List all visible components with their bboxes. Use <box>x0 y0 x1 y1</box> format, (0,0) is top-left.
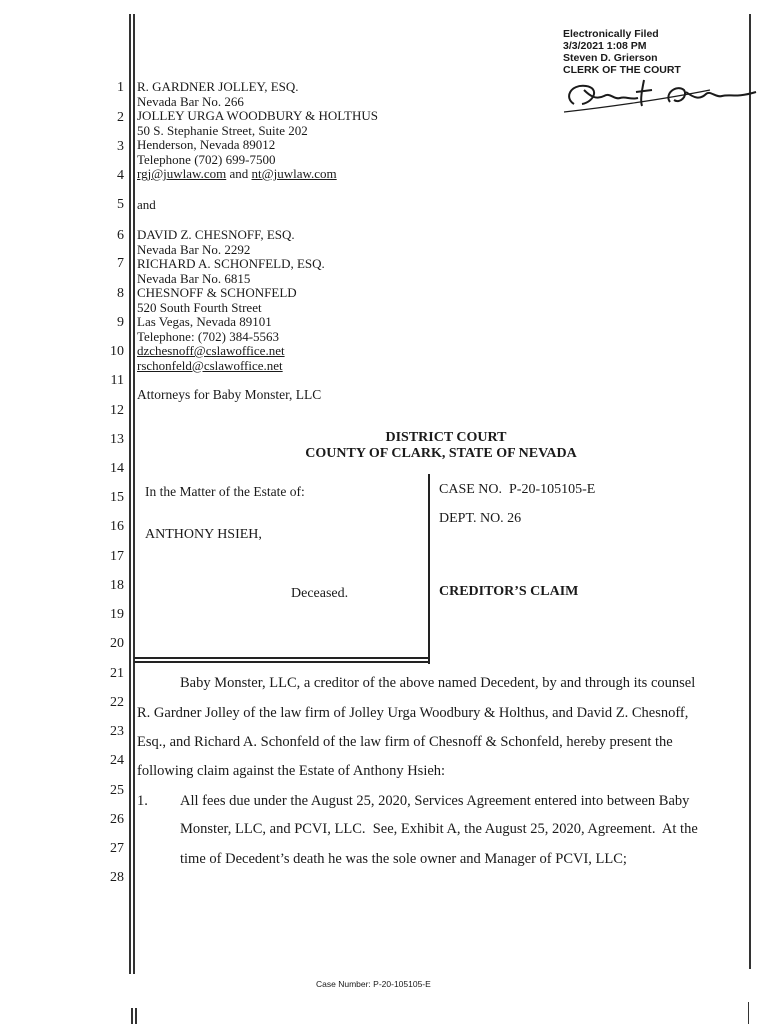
line-number: 2 <box>117 110 124 125</box>
caption-box-bottom-border <box>134 657 430 659</box>
body-paragraph-line: Esq., and Richard A. Schonfeld of the law firm of Chesnoff & Schonfeld, hereby present the <box>137 734 673 750</box>
line-number: 14 <box>110 461 124 476</box>
counsel-name: RICHARD A. SCHONFELD, ESQ. <box>137 256 325 271</box>
caption-decedent: ANTHONY HSIEH, <box>145 527 262 542</box>
line-number: 28 <box>110 870 124 885</box>
body-paragraph-line: R. Gardner Jolley of the law firm of Jolley Urga Woodbury & Holthus, and David Z. Chesnoff, <box>137 705 689 721</box>
bottom-right-mark <box>748 1002 749 1024</box>
court-name <box>136 430 746 462</box>
attorneys-for: Attorneys for Baby Monster, LLC <box>137 387 322 402</box>
line-number: 13 <box>110 432 124 447</box>
line-number: 15 <box>110 490 124 505</box>
line-number: 3 <box>117 139 124 154</box>
counsel-bar-number: Nevada Bar No. 6815 <box>137 270 251 286</box>
stamp-line-clerk-title: CLERK OF THE COURT <box>563 64 681 76</box>
left-margin-rule-2 <box>133 14 135 974</box>
line-number: 1 <box>117 80 124 95</box>
line-number: 6 <box>117 228 124 243</box>
line-number: 10 <box>110 344 124 359</box>
counsel-bar-number: Nevada Bar No. 266 <box>137 93 244 109</box>
line-number: 5 <box>117 197 124 212</box>
stamp-line-clerk-name: Steven D. Grierson <box>563 52 658 64</box>
counsel-firm: JOLLEY URGA WOODBURY & HOLTHUS <box>137 108 378 123</box>
counsel-name: R. GARDNER JOLLEY, ESQ. <box>137 79 299 94</box>
line-number: 4 <box>117 168 124 183</box>
line-number: 27 <box>110 841 124 856</box>
counsel-address-city: Las Vegas, Nevada 89101 <box>137 314 272 329</box>
counsel-firm: CHESNOFF & SCHONFELD <box>137 285 297 300</box>
line-number: 11 <box>110 373 124 388</box>
counsel-emails <box>137 167 378 182</box>
line-number: 7 <box>117 256 124 271</box>
document-title: CREDITOR’S CLAIM <box>439 584 579 599</box>
body-paragraph-line: Baby Monster, LLC, a creditor of the above named Decedent, by and through its counsel <box>180 675 696 691</box>
line-number: 26 <box>110 812 124 827</box>
caption-matter: In the Matter of the Estate of: <box>145 484 305 499</box>
email-link[interactable]: dzchesnoff@cslawoffice.net <box>137 343 285 358</box>
filing-stamp <box>563 28 681 76</box>
claim-item-number: 1. <box>137 793 148 809</box>
line-number: 25 <box>110 783 124 798</box>
caption-box-right-border <box>428 474 430 664</box>
counsel-address-city: Henderson, Nevada 89012 <box>137 137 276 152</box>
case-number: CASE NO. P-20-105105-E <box>439 482 596 497</box>
counsel-block-2 <box>137 228 325 373</box>
court-title-line: DISTRICT COURT <box>385 430 507 445</box>
line-number: 12 <box>110 403 124 418</box>
email-link[interactable]: nt@juwlaw.com <box>251 166 337 181</box>
claim-item-line: time of Decedent’s death he was the sole owner and Manager of PCVI, LLC; <box>180 851 627 867</box>
line-number: 16 <box>110 519 124 534</box>
line-number: 23 <box>110 724 124 739</box>
counsel-address-street: 520 South Fourth Street <box>137 299 262 315</box>
line-number: 17 <box>110 549 124 564</box>
stamp-line-datetime: 3/3/2021 1:08 PM <box>563 40 647 52</box>
counsel-phone: Telephone: (702) 384-5563 <box>137 328 280 344</box>
caption-deceased: Deceased. <box>291 586 349 601</box>
footer-case-number: Case Number: P-20-105105-E <box>316 979 431 989</box>
claim-item-line: All fees due under the August 25, 2020, Services Agreement entered into between Baby <box>180 793 690 809</box>
bottom-margin-mark-1 <box>131 1008 133 1024</box>
counsel-phone: Telephone (702) 699-7500 <box>137 151 276 167</box>
email-link[interactable]: rschonfeld@cslawoffice.net <box>137 357 283 373</box>
body-paragraph-line: following claim against the Estate of Anthony Hsieh: <box>137 763 446 779</box>
counsel-name: DAVID Z. CHESNOFF, ESQ. <box>137 227 295 242</box>
line-number: 20 <box>110 636 124 651</box>
line-number: 18 <box>110 578 124 593</box>
counsel-block-1 <box>137 80 378 182</box>
court-county-line: COUNTY OF CLARK, STATE OF NEVADA <box>305 446 577 461</box>
line-number: 8 <box>117 286 124 301</box>
stamp-line-filed: Electronically Filed <box>563 28 659 40</box>
caption-box-bottom-border <box>134 661 430 663</box>
line-number: 22 <box>110 695 124 710</box>
email-link[interactable]: rgj@juwlaw.com <box>137 166 227 181</box>
left-margin-rule-1 <box>129 14 131 974</box>
and-text: and <box>229 166 249 181</box>
line-number: 9 <box>117 315 124 330</box>
right-margin-rule <box>749 14 751 969</box>
department-number: DEPT. NO. 26 <box>439 511 522 526</box>
line-number: 19 <box>110 607 124 622</box>
and-separator: and <box>137 197 156 212</box>
line-number: 21 <box>110 666 124 681</box>
clerk-signature <box>560 70 760 120</box>
claim-item-line: Monster, LLC, and PCVI, LLC. See, Exhibit A, the August 25, 2020, Agreement. At the <box>180 821 698 837</box>
line-number: 24 <box>110 753 124 768</box>
bottom-margin-mark-2 <box>135 1008 137 1024</box>
counsel-address-street: 50 S. Stephanie Street, Suite 202 <box>137 122 308 138</box>
counsel-bar-number: Nevada Bar No. 2292 <box>137 241 251 257</box>
